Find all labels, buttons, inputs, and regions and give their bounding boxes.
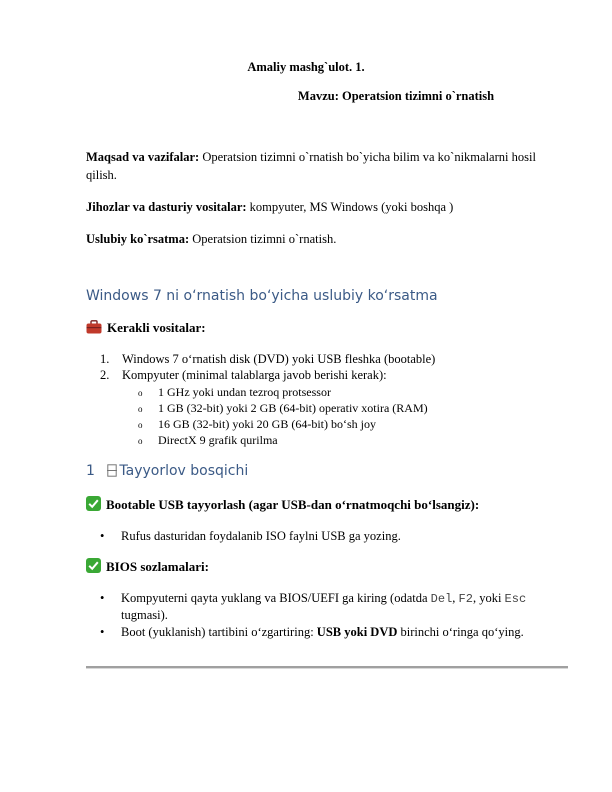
step-heading xyxy=(86,463,248,481)
boot-device-bold: USB yoki DVD xyxy=(316,625,398,639)
list-item xyxy=(100,624,555,640)
document-title: Amaliy mashg`ulot. 1. xyxy=(247,60,365,74)
goal-paragraph xyxy=(86,148,566,184)
goal-text: Operatsion tizimni o`rnatish bo`yicha bilim va ko`nikmalarni hosil qilish. xyxy=(86,150,536,182)
bios-heading-row xyxy=(86,558,209,577)
tools-heading: Kerakli vositalar: xyxy=(107,320,206,335)
list-text: 1 GB (32-bit) yoki 2 GB (64-bit) operativ xotira (RAM) xyxy=(158,401,428,415)
bullet-icon: • xyxy=(100,529,105,543)
equipment-label: Jihozlar va dasturiy vositalar: xyxy=(86,200,247,214)
key-esc: Esc xyxy=(504,592,527,606)
key-del: Del xyxy=(430,592,453,606)
bullet-icon: • xyxy=(100,591,105,605)
usb-heading-row xyxy=(86,496,479,515)
step-number: 1 xyxy=(86,463,95,479)
list-item xyxy=(100,352,435,367)
circle-bullet-icon: o xyxy=(138,420,143,430)
list-item xyxy=(138,417,376,432)
list-item xyxy=(100,528,555,544)
bios-heading: BIOS sozlamalari: xyxy=(106,559,209,574)
method-label: Uslubiy ko`rsatma: xyxy=(86,232,190,246)
list-number: 2. xyxy=(100,368,110,382)
list-item xyxy=(138,385,331,400)
equipment-text: kompyuter, MS Windows (yoki boshqa ) xyxy=(246,200,454,214)
check-mark-icon xyxy=(86,496,101,515)
keycap-icon xyxy=(107,464,117,481)
usb-heading: Bootable USB tayyorlash (agar USB-dan o‘rnatmoqchi bo‘lsangiz): xyxy=(106,497,480,512)
document-subtitle: Mavzu: Operatsion tizimni o`rnatish xyxy=(297,89,495,103)
circle-bullet-icon: o xyxy=(138,404,143,414)
list-text: Rufus dasturidan foydalanib ISO faylni USB ga yozing. xyxy=(121,529,401,543)
step-heading-text: Tayyorlov bosqichi xyxy=(119,463,249,479)
equipment-paragraph xyxy=(86,198,566,216)
method-text: Operatsion tizimni o`rnatish. xyxy=(189,232,337,246)
list-item xyxy=(100,590,555,623)
horizontal-rule xyxy=(86,666,568,669)
toolbox-icon xyxy=(86,320,102,338)
circle-bullet-icon: o xyxy=(138,436,143,446)
list-item xyxy=(138,433,278,448)
list-item xyxy=(138,401,428,416)
circle-bullet-icon: o xyxy=(138,388,143,398)
list-text: Windows 7 o‘rnatish disk (DVD) yoki USB fleshka (bootable) xyxy=(122,352,436,366)
list-text: Boot (yuklanish) tartibini o‘zgartiring: USB yoki DVD birinchi o‘ringa qo‘ying. xyxy=(121,625,524,639)
list-text: 1 GHz yoki undan tezroq protsessor xyxy=(158,385,331,399)
list-item xyxy=(100,368,387,383)
check-mark-icon xyxy=(86,558,101,577)
list-number: 1. xyxy=(100,352,110,366)
list-text: Kompyuter (minimal talablarga javob berishi kerak): xyxy=(122,368,387,382)
key-f2: F2 xyxy=(458,592,473,606)
list-text: 16 GB (32-bit) yoki 20 GB (64-bit) bo‘sh joy xyxy=(158,417,376,431)
tools-heading-row xyxy=(86,320,206,338)
section-heading: Windows 7 ni o‘rnatish bo‘yicha uslubiy ko‘rsatma xyxy=(86,288,438,304)
list-text: Kompyuterni qayta yuklang va BIOS/UEFI ga kiring (odatda Del, F2, yoki Esc tugmasi). xyxy=(121,591,527,622)
list-text: DirectX 9 grafik qurilma xyxy=(158,433,278,447)
bullet-icon: • xyxy=(100,625,105,639)
goal-label: Maqsad va vazifalar: xyxy=(86,150,200,164)
method-paragraph xyxy=(86,230,566,248)
